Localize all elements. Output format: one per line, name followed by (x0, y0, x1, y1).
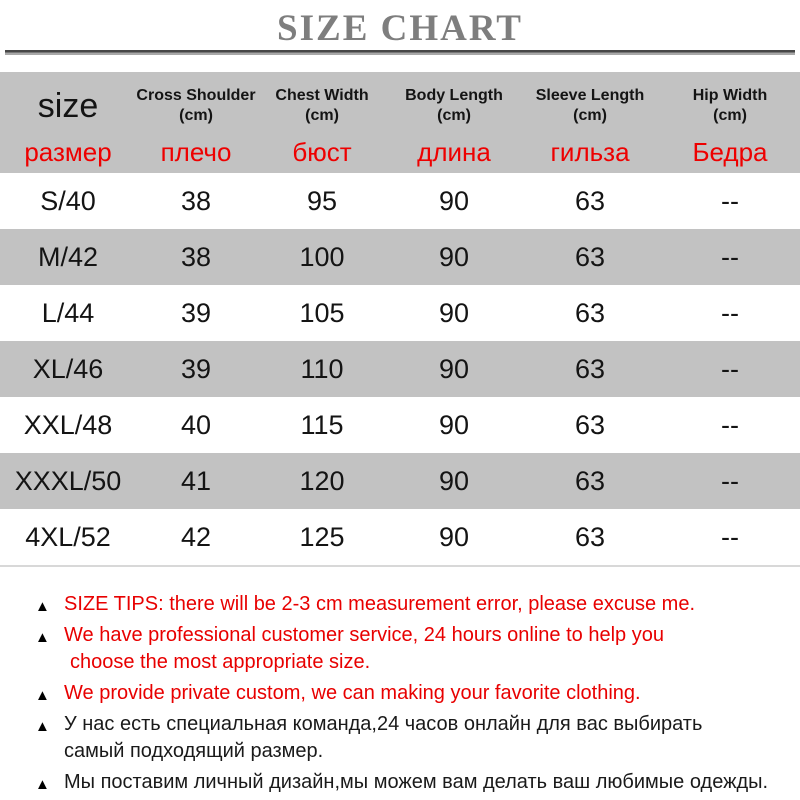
value-cell: 63 (520, 173, 660, 229)
value-cell: -- (660, 509, 800, 565)
note-text: SIZE TIPS: there will be 2-3 cm measurement error, please excuse me. (64, 593, 695, 615)
title-divider (5, 50, 795, 55)
value-cell: 63 (520, 453, 660, 509)
page-title: SIZE CHART (277, 8, 523, 49)
value-cell: 95 (256, 173, 388, 229)
note-private-custom (0, 680, 800, 707)
table-row (0, 285, 800, 341)
value-cell: 90 (388, 229, 520, 285)
col-header-cross-shoulder (136, 72, 256, 173)
col-header-chest-width (256, 72, 388, 173)
value-cell: 63 (520, 397, 660, 453)
triangle-bullet-icon: ▲ (35, 687, 50, 704)
value-cell: 63 (520, 509, 660, 565)
value-cell: 40 (136, 397, 256, 453)
note-text: We have professional customer service, 24 hours online to help you (64, 624, 664, 646)
header-cross-shoulder-unit: (cm) (179, 107, 213, 124)
col-header-body-length (388, 72, 520, 173)
triangle-bullet-icon: ▲ (35, 598, 50, 615)
table-bottom-divider (0, 565, 800, 567)
value-cell: -- (660, 173, 800, 229)
note-size-tips (0, 591, 800, 618)
value-cell: 90 (388, 173, 520, 229)
value-cell: 39 (136, 285, 256, 341)
value-cell: -- (660, 397, 800, 453)
size-cell: XXL/48 (0, 397, 136, 453)
size-table (0, 72, 800, 565)
note-text: choose the most appropriate size. (70, 651, 371, 673)
header-sleeve-length-unit: (cm) (573, 107, 607, 124)
table-row (0, 229, 800, 285)
value-cell: -- (660, 453, 800, 509)
note-customer-service (0, 622, 800, 676)
col-header-sleeve-length (520, 72, 660, 173)
header-chest-width-unit: (cm) (305, 107, 339, 124)
col-header-size (0, 72, 136, 173)
header-body-length-ru: длина (417, 137, 491, 167)
value-cell: -- (660, 285, 800, 341)
value-cell: 90 (388, 341, 520, 397)
triangle-bullet-icon: ▲ (35, 776, 50, 793)
table-row (0, 397, 800, 453)
header-size-ru: размер (24, 137, 112, 167)
header-chest-width-ru: бюст (292, 137, 352, 167)
header-cross-shoulder-ru: плечо (160, 137, 232, 167)
value-cell: 105 (256, 285, 388, 341)
header-hip-width-en: Hip Width (692, 87, 768, 104)
note-russian-design (0, 769, 800, 796)
value-cell: 90 (388, 285, 520, 341)
value-cell: 41 (136, 453, 256, 509)
value-cell: 39 (136, 341, 256, 397)
header-size-en: size (37, 87, 99, 125)
value-cell: 42 (136, 509, 256, 565)
table-row (0, 341, 800, 397)
table-row (0, 509, 800, 565)
col-header-hip-width (660, 72, 800, 173)
size-cell: 4XL/52 (0, 509, 136, 565)
header-body-length-unit: (cm) (437, 107, 471, 124)
table-row (0, 173, 800, 229)
size-cell: XL/46 (0, 341, 136, 397)
value-cell: 115 (256, 397, 388, 453)
value-cell: 38 (136, 173, 256, 229)
value-cell: 100 (256, 229, 388, 285)
note-text: У нас есть специальная команда,24 часов онлайн для вас выбирать (64, 713, 703, 735)
note-text: Мы поставим личный дизайн,мы можем вам делать ваш любимые одежды. (64, 771, 769, 793)
triangle-bullet-icon: ▲ (35, 629, 50, 646)
value-cell: 120 (256, 453, 388, 509)
value-cell: 90 (388, 509, 520, 565)
size-cell: S/40 (0, 173, 136, 229)
header-row (0, 72, 800, 173)
size-cell: M/42 (0, 229, 136, 285)
header-chest-width-en: Chest Width (275, 87, 369, 104)
value-cell: 110 (256, 341, 388, 397)
note-russian-team (0, 711, 800, 765)
value-cell: 90 (388, 397, 520, 453)
size-cell: XXXL/50 (0, 453, 136, 509)
triangle-bullet-icon: ▲ (35, 718, 50, 735)
value-cell: 90 (388, 453, 520, 509)
table-row (0, 453, 800, 509)
size-cell: L/44 (0, 285, 136, 341)
size-tips-notes (0, 591, 800, 796)
header-sleeve-length-en: Sleeve Length (535, 87, 645, 104)
value-cell: -- (660, 341, 800, 397)
value-cell: 125 (256, 509, 388, 565)
value-cell: 63 (520, 341, 660, 397)
header-hip-width-unit: (cm) (713, 107, 747, 124)
value-cell: -- (660, 229, 800, 285)
note-text: самый подходящий размер. (64, 740, 324, 762)
header-hip-width-ru: Бедра (692, 137, 768, 167)
header-body-length-en: Body Length (405, 87, 503, 104)
header-cross-shoulder-en: Cross Shoulder (136, 87, 256, 104)
header-sleeve-length-ru: гильза (550, 137, 630, 167)
value-cell: 63 (520, 229, 660, 285)
value-cell: 38 (136, 229, 256, 285)
value-cell: 63 (520, 285, 660, 341)
note-text: We provide private custom, we can making your favorite clothing. (64, 682, 641, 704)
